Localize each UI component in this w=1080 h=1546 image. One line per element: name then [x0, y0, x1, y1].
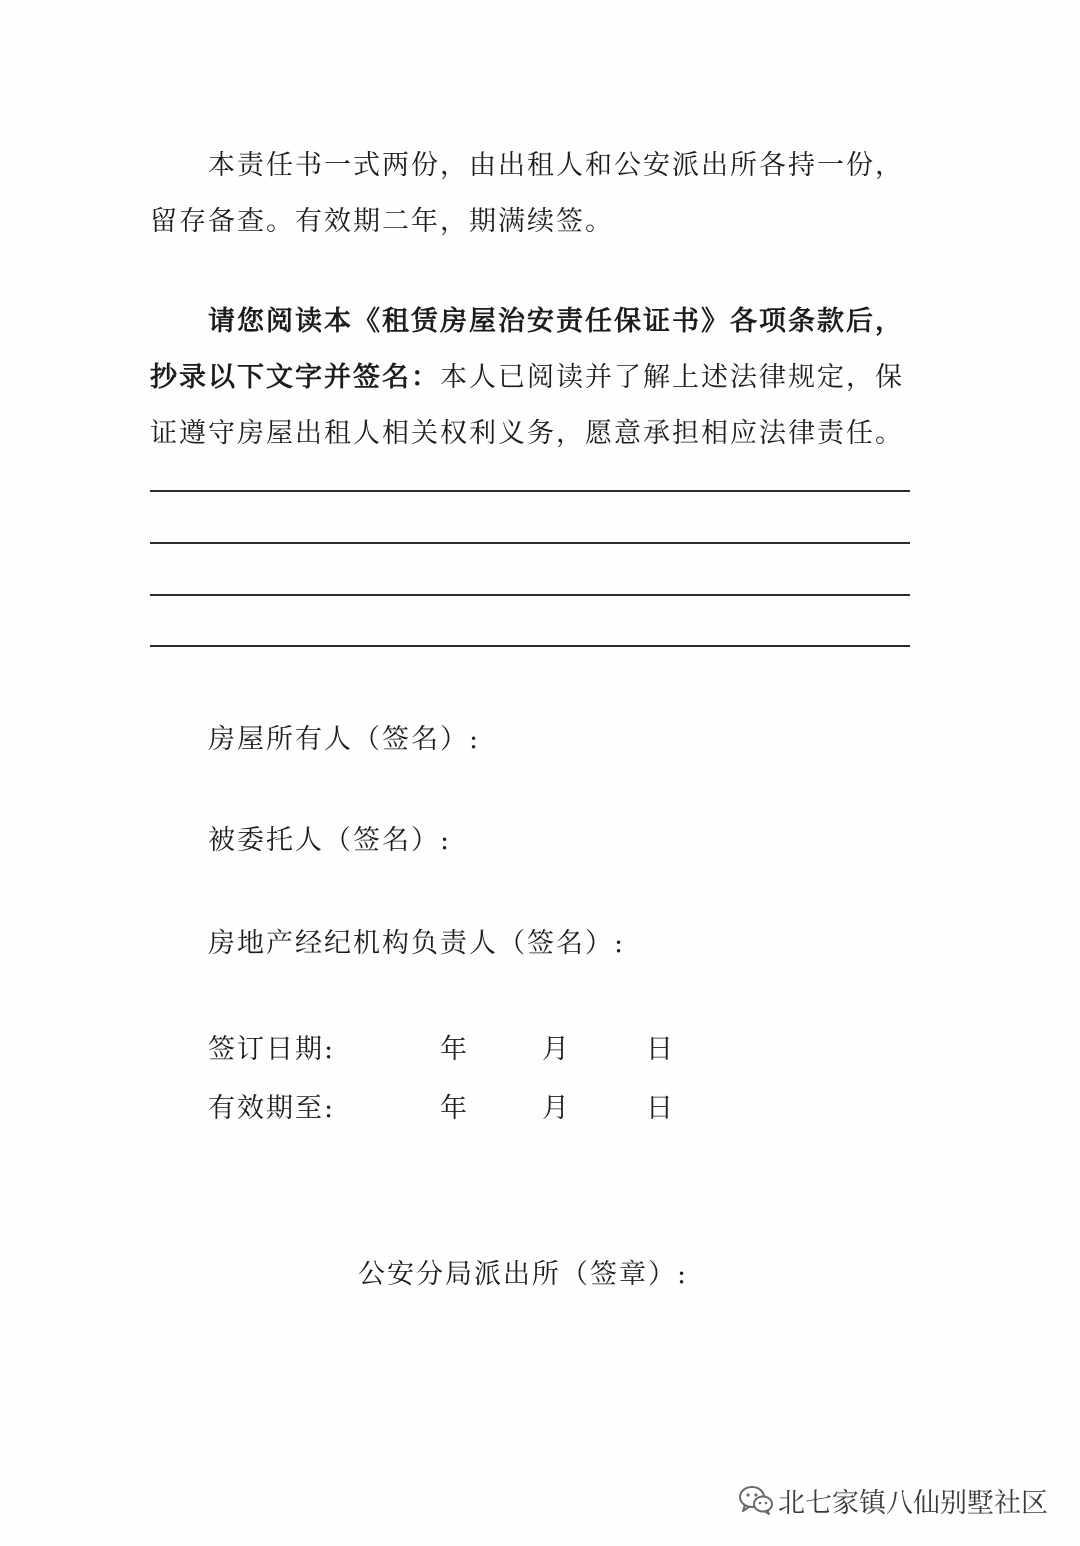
valid-until-month: 月: [542, 1093, 571, 1124]
valid-until-day: 日: [646, 1093, 675, 1124]
copy-instruction-normal-text: 本人已阅读并了解上述法律规定，保证遵守房屋出租人相关权利义务，愿意承担相应法律责任。: [150, 362, 904, 449]
owner-signature-label: 房屋所有人（签名）:: [208, 724, 481, 755]
valid-until-row: [208, 1086, 708, 1126]
sign-date-label: 签订日期:: [208, 1034, 336, 1065]
valid-until-label: 有效期至:: [208, 1093, 336, 1124]
sign-date-month: 月: [542, 1034, 571, 1065]
handwriting-line-4[interactable]: [150, 645, 910, 647]
wechat-account-name: 北七家镇八仙别墅社区: [778, 1487, 1048, 1519]
wechat-icon: [738, 1484, 774, 1516]
validity-text: 本责任书一式两份，由出租人和公安派出所各持一份，留存备查。有效期二年，期满续签。: [150, 150, 904, 237]
agency-signature-label: 房地产经纪机构负责人（签名）:: [208, 928, 626, 959]
sign-date-year: 年: [440, 1034, 469, 1065]
handwriting-line-2[interactable]: [150, 542, 910, 544]
copy-instruction-paragraph: [150, 294, 912, 462]
copy-instruction-bold-text: 请您阅读本《租赁房屋治安责任保证书》各项条款后，抄录以下文字并签名：: [150, 306, 904, 393]
handwriting-line-3[interactable]: [150, 594, 910, 596]
valid-until-year: 年: [440, 1093, 469, 1124]
validity-paragraph: [150, 138, 912, 250]
handwriting-line-1[interactable]: [150, 490, 910, 492]
wechat-watermark: [738, 1478, 1048, 1522]
sign-date-row: [208, 1027, 708, 1067]
sign-date-day: 日: [646, 1034, 675, 1065]
police-stamp-label: 公安分局派出所（签章）:: [358, 1259, 689, 1290]
trustee-signature-label: 被委托人（签名）:: [208, 825, 452, 856]
